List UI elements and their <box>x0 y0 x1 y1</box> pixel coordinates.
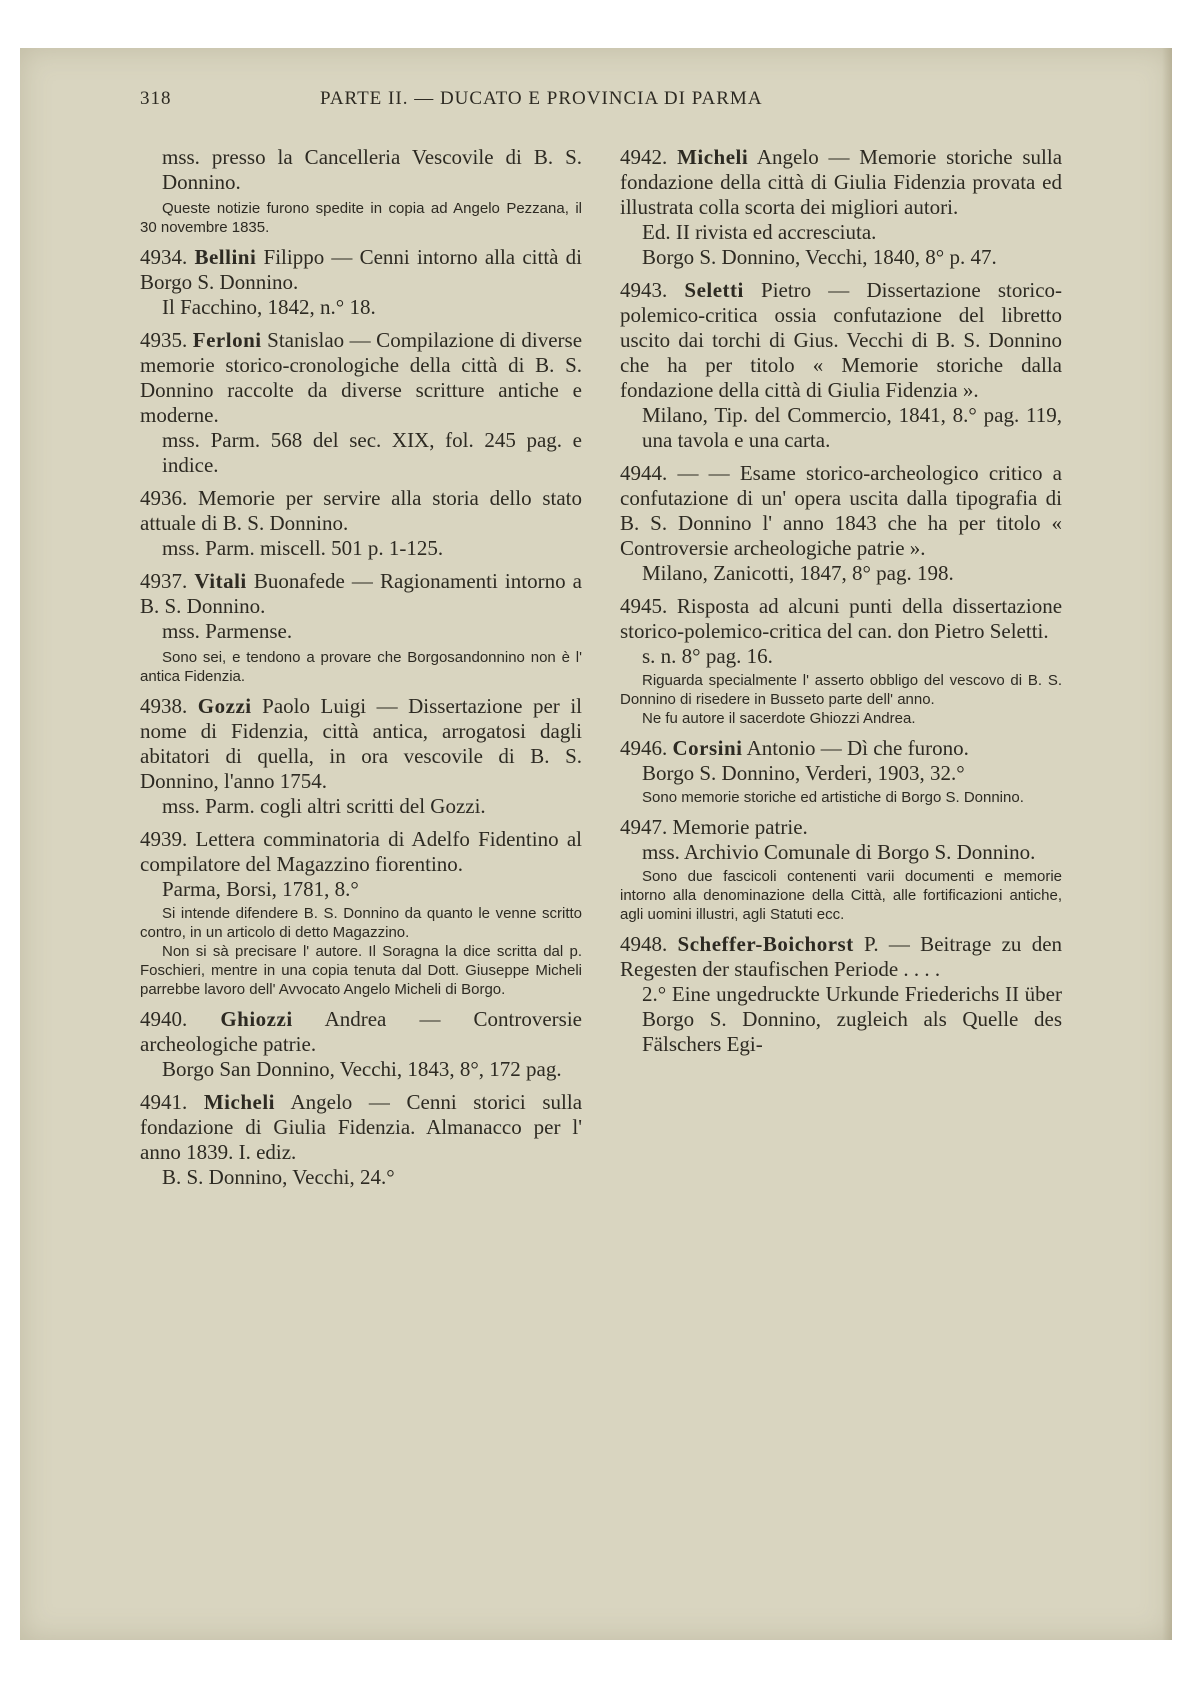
entry-publication: Milano, Zanicotti, 1847, 8° pag. 198. <box>642 561 954 585</box>
entry-4937 <box>140 569 582 686</box>
entry-text: P. — Beitrage zu den Regesten der staufischen Periode . . . . <box>620 932 1063 981</box>
entry-publication: Parma, Borsi, 1781, 8.° <box>162 877 359 901</box>
intro-note: Queste notizie furono spedite in copia ad Angelo Pezzana, il 30 novembre 1835. <box>140 200 582 236</box>
entry-publication: Milano, Tip. del Commercio, 1841, 8.° pag. 119, una tavola e una carta. <box>642 403 1062 452</box>
entry-note: Si intende difendere B. S. Donnino da quanto le venne scritto contro, in un articolo di detto Magazzino. <box>140 905 582 941</box>
entry-note: Sono due fascicoli contenenti varii documenti e memorie intorno alla denominazione della Città, alle fortificazioni antiche, agli uomini illustri, agli Statuti ecc. <box>620 868 1062 923</box>
entry-number: 4946. <box>620 736 668 760</box>
entry-4942 <box>620 145 1062 270</box>
entry-text: Angelo — Cenni storici sulla fondazione di Giulia Fidenzia. Almanacco per l' anno 1839. I. ediz. <box>140 1090 583 1164</box>
entry-text: Filippo — Cenni intorno alla città di Borgo S. Donnino. <box>140 245 583 294</box>
right-column <box>620 145 1062 1065</box>
entry-note: Riguarda specialmente l' asserto obbligo del vescovo di B. S. Donnino di risedere in Busseto parte dell' anno. <box>620 672 1062 708</box>
entry-author: Seletti <box>684 278 744 302</box>
entry-text: Memorie patrie. <box>672 815 808 839</box>
entry-4947 <box>620 815 1062 924</box>
entry-publication: Borgo San Donnino, Vecchi, 1843, 8°, 172 pag. <box>162 1057 562 1081</box>
entry-number: 4948. <box>620 932 668 956</box>
entry-number: 4939. <box>140 827 188 851</box>
intro-text: mss. presso la Cancelleria Vescovile di B. S. Donnino. <box>162 145 582 194</box>
entry-number: 4947. <box>620 815 668 839</box>
entry-author: Ferloni <box>192 328 262 352</box>
entry-text: Pietro — Dissertazione storico-polemico-critica ossia confutazione del libretto uscito dai torchi di Gius. Vecchi di B. S. Donnino che ha per titolo « Memorie storiche dalla fondazione della città di Giulia Fidenzia ». <box>620 278 1063 402</box>
entry-text: Antonio — Dì che furono. <box>746 736 969 760</box>
entry-publication: mss. Archivio Comunale di Borgo S. Donnino. <box>642 840 1036 864</box>
entry-publication: mss. Parm. cogli altri scritti del Gozzi. <box>162 794 486 818</box>
entry-4945 <box>620 594 1062 728</box>
entry-publication: mss. Parmense. <box>162 619 293 643</box>
entry-author: Corsini <box>672 736 743 760</box>
entry-text: Angelo — Memorie storiche sulla fondazione della città di Giulia Fidenzia provata ed illustrata colla scorta dei migliori autori. <box>620 145 1063 219</box>
entry-author: Gozzi <box>197 694 252 718</box>
entry-number: 4942. <box>620 145 668 169</box>
page-number: 318 <box>140 88 172 109</box>
entry-4943 <box>620 278 1062 453</box>
page-header <box>140 88 900 118</box>
entry-number: 4938. <box>140 694 188 718</box>
entry-4936 <box>140 486 582 561</box>
entry-number: 4940. <box>140 1007 188 1031</box>
entry-4934 <box>140 245 582 320</box>
entry-author: Micheli <box>203 1090 276 1114</box>
entry-number: 4934. <box>140 245 188 269</box>
entry-publication: Borgo S. Donnino, Verderi, 1903, 32.° <box>642 761 965 785</box>
entry-4939 <box>140 827 582 999</box>
entry-publication: Il Facchino, 1842, n.° 18. <box>162 295 376 319</box>
entry-4935 <box>140 328 582 478</box>
entry-number: 4943. <box>620 278 668 302</box>
entry-number: 4935. <box>140 328 188 352</box>
entry-publication: 2.° Eine ungedruckte Urkunde Friederichs II über Borgo S. Donnino, zugleich als Quelle des Fälschers Egi- <box>642 982 1062 1056</box>
entry-author: Ghiozzi <box>220 1007 293 1031</box>
entry-publication: Borgo S. Donnino, Vecchi, 1840, 8° p. 47. <box>642 245 997 269</box>
entry-author: Vitali <box>194 569 247 593</box>
entry-4941 <box>140 1090 582 1190</box>
entry-text: Risposta ad alcuni punti della dissertazione storico-polemico-critica del can. don Pietro Seletti. <box>620 594 1063 643</box>
entry-publication: B. S. Donnino, Vecchi, 24.° <box>162 1165 395 1189</box>
entry-publication: mss. Parm. miscell. 501 p. 1-125. <box>162 536 444 560</box>
entry-4938 <box>140 694 582 819</box>
entry-number: 4941. <box>140 1090 188 1114</box>
entry-number: 4945. <box>620 594 668 618</box>
intro-entry <box>140 145 582 237</box>
entry-4946 <box>620 736 1062 807</box>
entry-text: Andrea — Controversie archeologiche patrie. <box>140 1007 583 1056</box>
running-title: PARTE II. — DUCATO E PROVINCIA DI PARMA <box>320 88 763 109</box>
entry-text: Memorie per servire alla storia dello stato attuale di B. S. Donnino. <box>140 486 583 535</box>
entry-4940 <box>140 1007 582 1082</box>
entry-4944 <box>620 461 1062 586</box>
entry-text: Paolo Luigi — Dissertazione per il nome di Fidenzia, città antica, arrogatosi dagli abitatori di quella, in ora vescovile di B. S. Donnino, l'anno 1754. <box>140 694 582 793</box>
entry-edition: Ed. II rivista ed accresciuta. <box>642 220 877 244</box>
entry-note: Non si sà precisare l' autore. Il Soragna la dice scritta dal p. Foschieri, mentre in una copia tenuta dal Dott. Giuseppe Micheli parrebbe lavoro dell' Avvocato Angelo Micheli di Borgo. <box>140 943 582 998</box>
entry-number: 4944. <box>620 461 668 485</box>
entry-number: 4936. <box>140 486 188 510</box>
entry-text: Stanislao — Compilazione di diverse memorie storico-cronologiche della città di B. S. Donnino raccolte da diverse scritture antiche e moderne. <box>140 328 583 427</box>
entry-text: Buonafede — Ragionamenti intorno a B. S. Donnino. <box>140 569 583 618</box>
entry-note: Sono memorie storiche ed artistiche di Borgo S. Donnino. <box>642 789 1024 806</box>
entry-note: Sono sei, e tendono a provare che Borgosandonnino non è l' antica Fidenzia. <box>140 649 582 685</box>
entry-publication: mss. Parm. 568 del sec. XIX, fol. 245 pag. e indice. <box>162 428 582 477</box>
entry-4948 <box>620 932 1062 1057</box>
entry-publication: s. n. 8° pag. 16. <box>642 644 773 668</box>
entry-text: — — Esame storico-archeologico critico a confutazione di un' opera uscita dalla tipografia di B. S. Donnino l' anno 1843 che ha per titolo « Controversie archeologiche patrie ». <box>620 461 1062 560</box>
entry-note: Ne fu autore il sacerdote Ghiozzi Andrea. <box>642 710 916 727</box>
page-edge-shadow <box>1162 48 1172 1640</box>
left-column <box>140 145 582 1198</box>
entry-author: Scheffer-Boichorst <box>677 932 854 956</box>
entry-text: Lettera comminatoria di Adelfo Fidentino al compilatore del Magazzino fiorentino. <box>140 827 583 876</box>
entry-author: Bellini <box>194 245 257 269</box>
entry-number: 4937. <box>140 569 188 593</box>
entry-author: Micheli <box>677 145 749 169</box>
